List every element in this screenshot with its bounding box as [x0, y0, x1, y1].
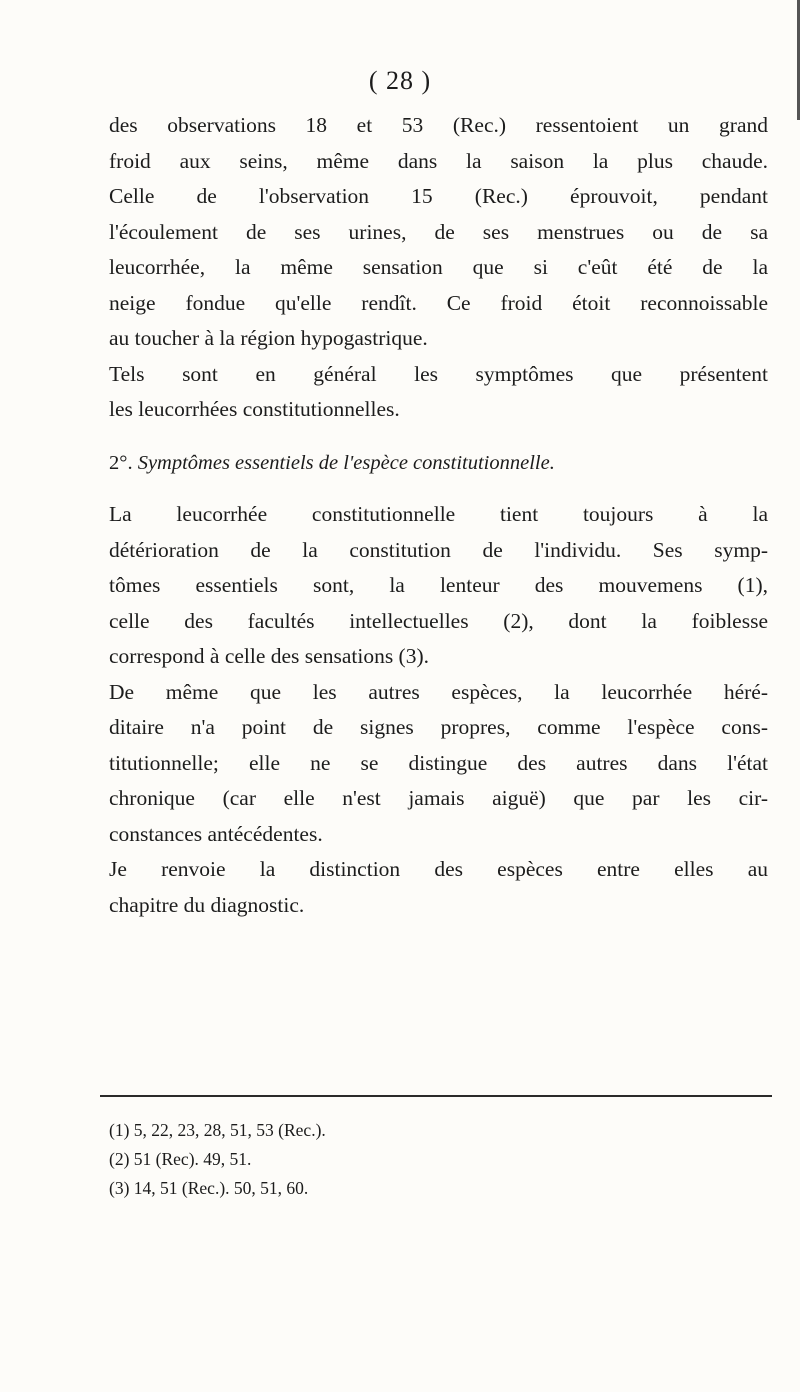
text-line: De même que les autres espèces, la leucorrhée héré-: [109, 679, 768, 704]
paragraph: [109, 357, 768, 428]
text-line: les leucorrhées constitutionnelles.: [109, 397, 400, 421]
footnote: (3) 14, 51 (Rec.). 50, 51, 60.: [109, 1178, 309, 1198]
text-line: leucorrhée, la même sensation que si c'eût été de la: [109, 255, 768, 279]
text-line: détérioration de la constitution de l'individu. Ses symp-: [109, 537, 768, 562]
section-title: Symptômes essentiels de l'espèce constitutionnelle.: [137, 451, 555, 474]
paragraph: [109, 497, 768, 675]
text-line: correspond à celle des sensations (3).: [109, 644, 430, 668]
paragraph: [109, 675, 768, 853]
section-heading: [109, 446, 768, 482]
footnote: (2) 51 (Rec). 49, 51.: [109, 1149, 252, 1169]
footnotes: [109, 1116, 709, 1203]
text-line: celle des facultés intellectuelles (2), dont la foiblesse: [109, 608, 768, 633]
paragraph: [109, 852, 768, 923]
text-line: froid aux seins, même dans la saison la plus chaude.: [109, 148, 768, 173]
text-line: tômes essentiels sont, la lenteur des mouvemens (1),: [109, 573, 768, 597]
text-line: au toucher à la région hypogastrique.: [109, 326, 428, 350]
text-line: chapitre du diagnostic.: [109, 892, 305, 917]
text-line: titutionnelle; elle ne se distingue des autres dans l'état: [109, 750, 768, 775]
text-line: Celle de l'observation 15 (Rec.) éprouvoit, pendant: [109, 184, 768, 208]
text-line: l'écoulement de ses urines, de ses menstrues ou de sa: [109, 219, 768, 244]
text-line: Tels sont en général les symptômes que présentent: [109, 361, 768, 386]
text-line: ditaire n'a point de signes propres, comme l'espèce cons-: [109, 715, 768, 739]
body-text: [109, 108, 768, 923]
footnote: (1) 5, 22, 23, 28, 51, 53 (Rec.).: [109, 1120, 326, 1140]
text-line: constances antécédentes.: [109, 821, 323, 846]
text-line: des observations 18 et 53 (Rec.) ressentoient un grand: [109, 113, 768, 137]
text-line: La leucorrhée constitutionnelle tient toujours à la: [109, 502, 768, 526]
text-line: chronique (car elle n'est jamais aiguë) que par les cir-: [109, 786, 768, 810]
footnote-divider: [100, 1095, 772, 1097]
section-number: 2°.: [109, 451, 133, 474]
text-line: Je renvoie la distinction des espèces entre elles au: [109, 857, 768, 881]
text-line: neige fondue qu'elle rendît. Ce froid étoit reconnoissable: [109, 290, 768, 315]
paragraph: [109, 108, 768, 357]
page-number: ( 28 ): [368, 66, 432, 95]
